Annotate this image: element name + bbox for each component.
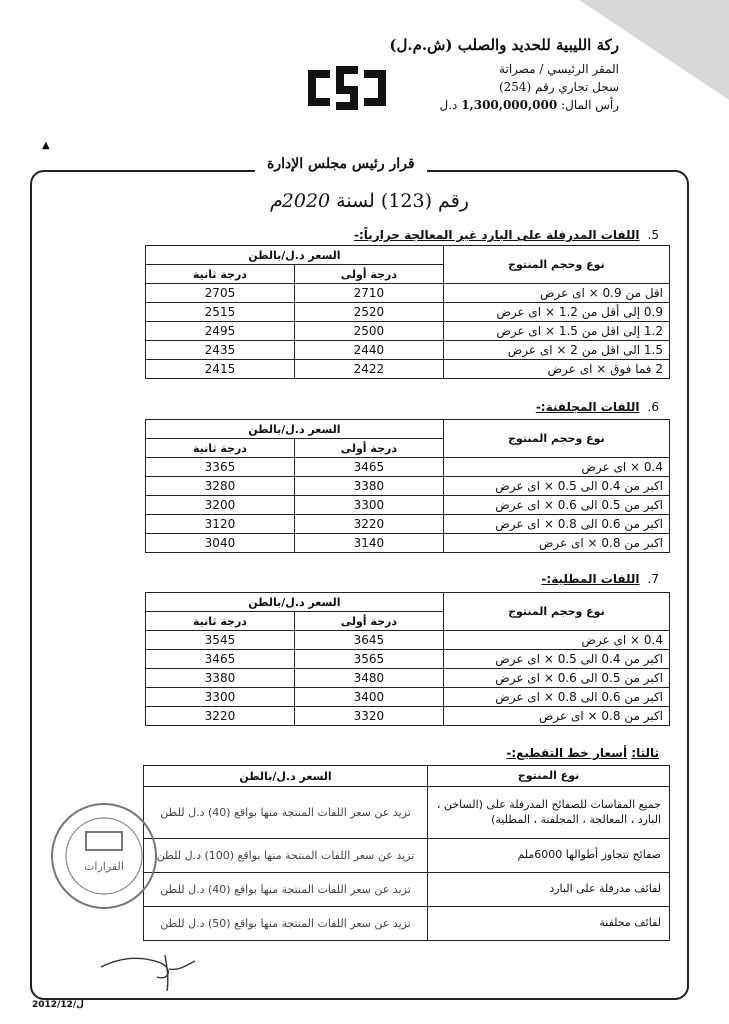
table-row <box>146 496 670 515</box>
header-grade-second: درجة ثانية <box>146 439 295 458</box>
cutting-price-cell: تزيد عن سعر اللفات المنتجة منها بواقع (100) د.ل للطن <box>144 839 428 873</box>
product-cell: 0.9 إلى أقل من 1.2 × اى عرض <box>443 303 669 322</box>
price-first-cell: 2520 <box>294 303 443 322</box>
header-grade-first: درجة أولى <box>294 439 443 458</box>
price-first-cell: 3380 <box>294 477 443 496</box>
price-first-cell: 3320 <box>294 707 443 726</box>
decision-title: قرار رئيس مجلس الإدارة <box>255 156 427 172</box>
cutting-price-cell: تزيد عن سعر اللفات المنتجة منها بواقع (50) د.ل للطن <box>144 907 428 941</box>
cutting-price-table <box>143 765 670 941</box>
header-price-unit: السعر د.ل/بالطن <box>146 593 444 612</box>
section-number: 6. <box>647 400 659 414</box>
price-second-cell: 3380 <box>146 669 295 688</box>
section-heading: اللفات المدرفلة على البارد غير المعالجة حرارياً:- <box>354 228 640 242</box>
section-5-title <box>354 228 659 242</box>
price-second-cell: 2415 <box>146 360 295 379</box>
header-grade-second: درجة ثانية <box>146 265 295 284</box>
header-product: نوع وحجم المنتوج <box>443 420 669 458</box>
price-first-cell: 2440 <box>294 341 443 360</box>
table-row <box>144 839 670 873</box>
margin-mark: ▲ <box>42 140 50 151</box>
price-second-cell: 3220 <box>146 707 295 726</box>
header-product: نوع وحجم المنتوج <box>443 593 669 631</box>
header-price-unit: السعر د.ل/بالطن <box>146 420 444 439</box>
product-cell: اكبر من 0.8 × اى عرض <box>443 707 669 726</box>
price-second-cell: 3545 <box>146 631 295 650</box>
price-first-cell: 3480 <box>294 669 443 688</box>
table-row <box>144 787 670 839</box>
price-first-cell: 2422 <box>294 360 443 379</box>
table-row <box>146 303 670 322</box>
cutting-header-price: السعر د.ل/بالطن <box>144 766 428 787</box>
price-first-cell: 3465 <box>294 458 443 477</box>
table-row <box>146 534 670 553</box>
table-row <box>146 650 670 669</box>
stamp-text: القرارات <box>84 860 124 873</box>
table-row <box>146 669 670 688</box>
product-cell: اكبر من 0.6 الى 0.8 × اى عرض <box>443 688 669 707</box>
header-grade-second: درجة ثانية <box>146 612 295 631</box>
product-cell: اكبر من 0.4 الى 0.5 × اى عرض <box>443 477 669 496</box>
table-row <box>146 515 670 534</box>
cutting-heading-prefix: ثالثا: <box>631 746 659 760</box>
header-product: نوع وحجم المنتوج <box>443 246 669 284</box>
product-cell: 0.4 × اى عرض <box>443 631 669 650</box>
cutting-product-cell: جميع المقاسات للصفائح المدرفلة على (الساخن ، البارد ، المعالجة ، المجلفنة ، المطلية) <box>428 787 670 839</box>
price-first-cell: 2710 <box>294 284 443 303</box>
price-second-cell: 2705 <box>146 284 295 303</box>
price-first-cell: 3645 <box>294 631 443 650</box>
letterhead <box>389 36 619 116</box>
section-heading: اللفات المطلية:- <box>541 572 640 586</box>
capital-value: 1,300,000,000 <box>461 98 558 112</box>
decision-number-value: (123) <box>380 190 432 212</box>
decision-number <box>270 190 469 212</box>
price-second-cell: 2495 <box>146 322 295 341</box>
price-second-cell: 3365 <box>146 458 295 477</box>
table-row <box>146 688 670 707</box>
cutting-price-cell: تزيد عن سعر اللفات المنتجة منها بواقع (40) د.ل للطن <box>144 873 428 907</box>
cutting-section-title <box>506 746 659 760</box>
cutting-header-product: نوع المنتوج <box>428 766 670 787</box>
table-row <box>146 322 670 341</box>
header-grade-first: درجة أولى <box>294 612 443 631</box>
table-row <box>144 907 670 941</box>
product-cell: اكبر من 0.8 × اى عرض <box>443 534 669 553</box>
price-second-cell: 2515 <box>146 303 295 322</box>
company-name: ركة الليبية للحديد والصلب (ش.م.ل) <box>389 36 619 54</box>
cutting-heading: أسعار خط التقطيع:- <box>506 746 628 760</box>
product-cell: اقل من 0.9 × اى عرض <box>443 284 669 303</box>
price-first-cell: 3565 <box>294 650 443 669</box>
price-second-cell: 3280 <box>146 477 295 496</box>
footer-form-code: 2012/12/ل <box>32 1000 84 1010</box>
table-row <box>146 707 670 726</box>
table-row <box>146 477 670 496</box>
header-price-unit: السعر د.ل/بالطن <box>146 246 444 265</box>
header-grade-first: درجة أولى <box>294 265 443 284</box>
price-first-cell: 3400 <box>294 688 443 707</box>
head-office: المقر الرئيسي / مصراتة <box>499 62 619 76</box>
cutting-product-cell: لفائف مدرفلة على البارد <box>428 873 670 907</box>
price-second-cell: 3200 <box>146 496 295 515</box>
company-stamp-icon <box>48 800 160 912</box>
cutting-price-cell: تزيد عن سعر اللفات المنتجة منها بواقع (40) د.ل للطن <box>144 787 428 839</box>
table-row <box>144 873 670 907</box>
section-6-title <box>536 400 659 414</box>
section-heading: اللفات المجلفنة:- <box>535 400 640 414</box>
product-cell: اكبر من 0.4 الى 0.5 × اى عرض <box>443 650 669 669</box>
price-second-cell: 2435 <box>146 341 295 360</box>
hadisa-logo-icon <box>302 62 392 114</box>
table-row <box>146 284 670 303</box>
product-cell: اكبر من 0.5 الى 0.6 × اى عرض <box>443 669 669 688</box>
cutting-product-cell: لفائف مجلفنة <box>428 907 670 941</box>
coated-price-table <box>145 592 670 726</box>
capital-label: رأس المال: <box>561 98 619 112</box>
galvanized-price-table <box>145 419 670 553</box>
signature-icon <box>95 945 205 995</box>
capital-line <box>389 98 619 112</box>
table-row <box>146 458 670 477</box>
product-cell: 0.4 × اى عرض <box>443 458 669 477</box>
product-cell: 2 فما فوق × اى عرض <box>443 360 669 379</box>
cold-rolled-price-table <box>145 245 670 379</box>
price-first-cell: 3300 <box>294 496 443 515</box>
price-second-cell: 3465 <box>146 650 295 669</box>
price-first-cell: 3220 <box>294 515 443 534</box>
price-first-cell: 3140 <box>294 534 443 553</box>
product-cell: 1.2 إلى اقل من 1.5 × اى عرض <box>443 322 669 341</box>
price-second-cell: 3300 <box>146 688 295 707</box>
decision-number-prefix: رقم <box>438 190 469 212</box>
product-cell: اكبر من 0.5 الى 0.6 × اى عرض <box>443 496 669 515</box>
cutting-product-cell: صفائح تتجاوز أطوالها 6000ملم <box>428 839 670 873</box>
section-number: 7. <box>647 572 659 586</box>
table-row <box>146 631 670 650</box>
decision-year-prefix: لسنة <box>336 190 375 212</box>
product-cell: اكبر من 0.6 الى 0.8 × اى عرض <box>443 515 669 534</box>
table-row <box>146 360 670 379</box>
price-first-cell: 2500 <box>294 322 443 341</box>
decision-year: 2020م <box>270 190 331 212</box>
table-row <box>146 341 670 360</box>
section-7-title <box>541 572 659 586</box>
commercial-registry: سجل تجاري رقم (254) <box>498 80 619 94</box>
product-cell: 1.5 الى اقل من 2 × اى عرض <box>443 341 669 360</box>
capital-currency: د.ل <box>439 98 458 112</box>
section-number: 5. <box>647 228 659 242</box>
price-second-cell: 3040 <box>146 534 295 553</box>
price-second-cell: 3120 <box>146 515 295 534</box>
